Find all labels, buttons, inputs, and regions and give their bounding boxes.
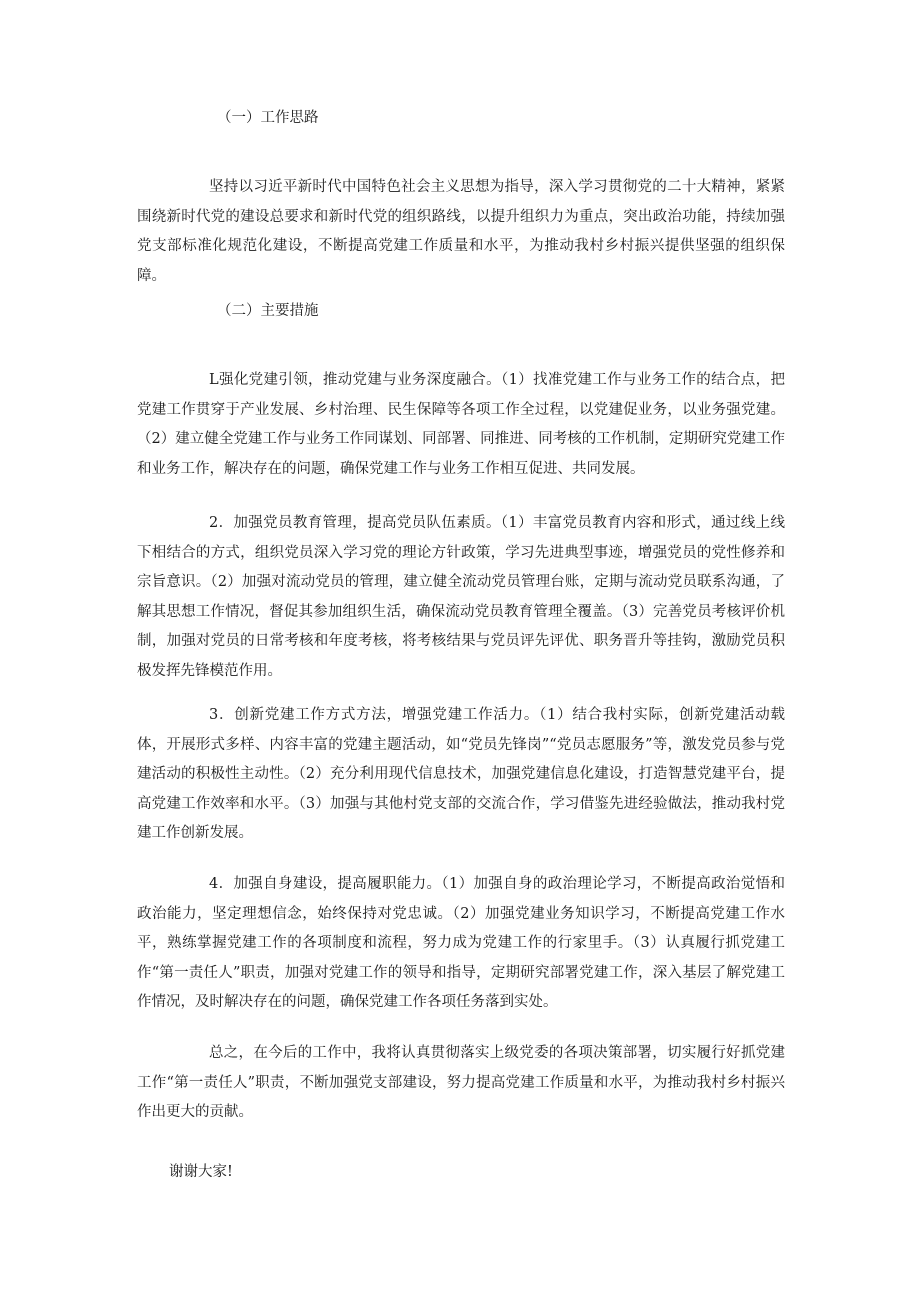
measure-paragraph-2: 2．加强党员教育管理，提高党员队伍素质。（1）丰富党员教育内容和形式，通过线上线下相结合的方式，组织党员深入学习党的理论方针政策，学习先进典型事迹，增强党员的党性修养和宗旨意识。（2）加强对流动党员的管理，建立健全流动党员管理台账，定期与流动党员联系沟通，了解其思想工作情况，督促其参加组织生活，确保流动党员教育管理全覆盖。（3）完善党员考核评价机制，加强对党员的日常考核和年度考核，将考核结果与党员评先评优、职务晋升等挂钩，激励党员积极发挥先锋模范作用。 bbox=[137, 515, 785, 679]
closing-thanks: 谢谢大家! bbox=[169, 1164, 233, 1180]
work-approach-paragraph: 坚持以习近平新时代中国特色社会主义思想为指导，深入学习贯彻党的二十大精神，紧紧围绕新时代党的建设总要求和新时代党的组织路线，以提升组织力为重点，突出政治功能，持续加强党支部标准化规范化建设，不断提高党建工作质量和水平，为推动我村乡村振兴提供坚强的组织保障。 bbox=[137, 179, 785, 284]
summary-paragraph: 总之，在今后的工作中，我将认真贯彻落实上级党委的各项决策部署，切实履行好抓党建工作“第一责任人”职责，不断加强党支部建设，努力提高党建工作质量和水平，为推动我村乡村振兴作出更大的贡献。 bbox=[137, 1045, 785, 1120]
measure-paragraph-1: L强化党建引领，推动党建与业务深度融合。（1）找准党建工作与业务工作的结合点，把党建工作贯穿于产业发展、乡村治理、民生保障等各项工作全过程，以党建促业务，以业务强党建。（2）建立健全党建工作与业务工作同谋划、同部署、同推进、同考核的工作机制，定期研究党建工作和业务工作，解决存在的问题，确保党建工作与业务工作相互促进、共同发展。 bbox=[137, 372, 785, 477]
measure-paragraph-3: 3．创新党建工作方式方法，增强党建工作活力。（1）结合我村实际，创新党建活动载体，开展形式多样、内容丰富的党建主题活动，如“党员先锋岗”“党员志愿服务”等，激发党员参与党建活动的积极性主动性。（2）充分利用现代信息技术，加强党建信息化建设，打造智慧党建平台，提高党建工作效率和水平。（3）加强与其他村党支部的交流合作，学习借鉴先进经验做法，推动我村党建工作创新发展。 bbox=[137, 707, 785, 841]
section-heading-work-approach: （一）工作思路 bbox=[217, 110, 319, 126]
section-heading-main-measures: （二）主要措施 bbox=[217, 303, 319, 319]
measure-paragraph-4: 4．加强自身建设，提高履职能力。（1）加强自身的政治理论学习，不断提高政治觉悟和政治能力，坚定理想信念，始终保持对党忠诚。（2）加强党建业务知识学习，不断提高党建工作水平，熟练掌握党建工作的各项制度和流程，努力成为党建工作的行家里手。（3）认真履行抓党建工作“第一责任人”职责，加强对党建工作的领导和指导，定期研究部署党建工作，深入基层了解党建工作情况，及时解决存在的问题，确保党建工作各项任务落到实处。 bbox=[137, 876, 785, 1010]
